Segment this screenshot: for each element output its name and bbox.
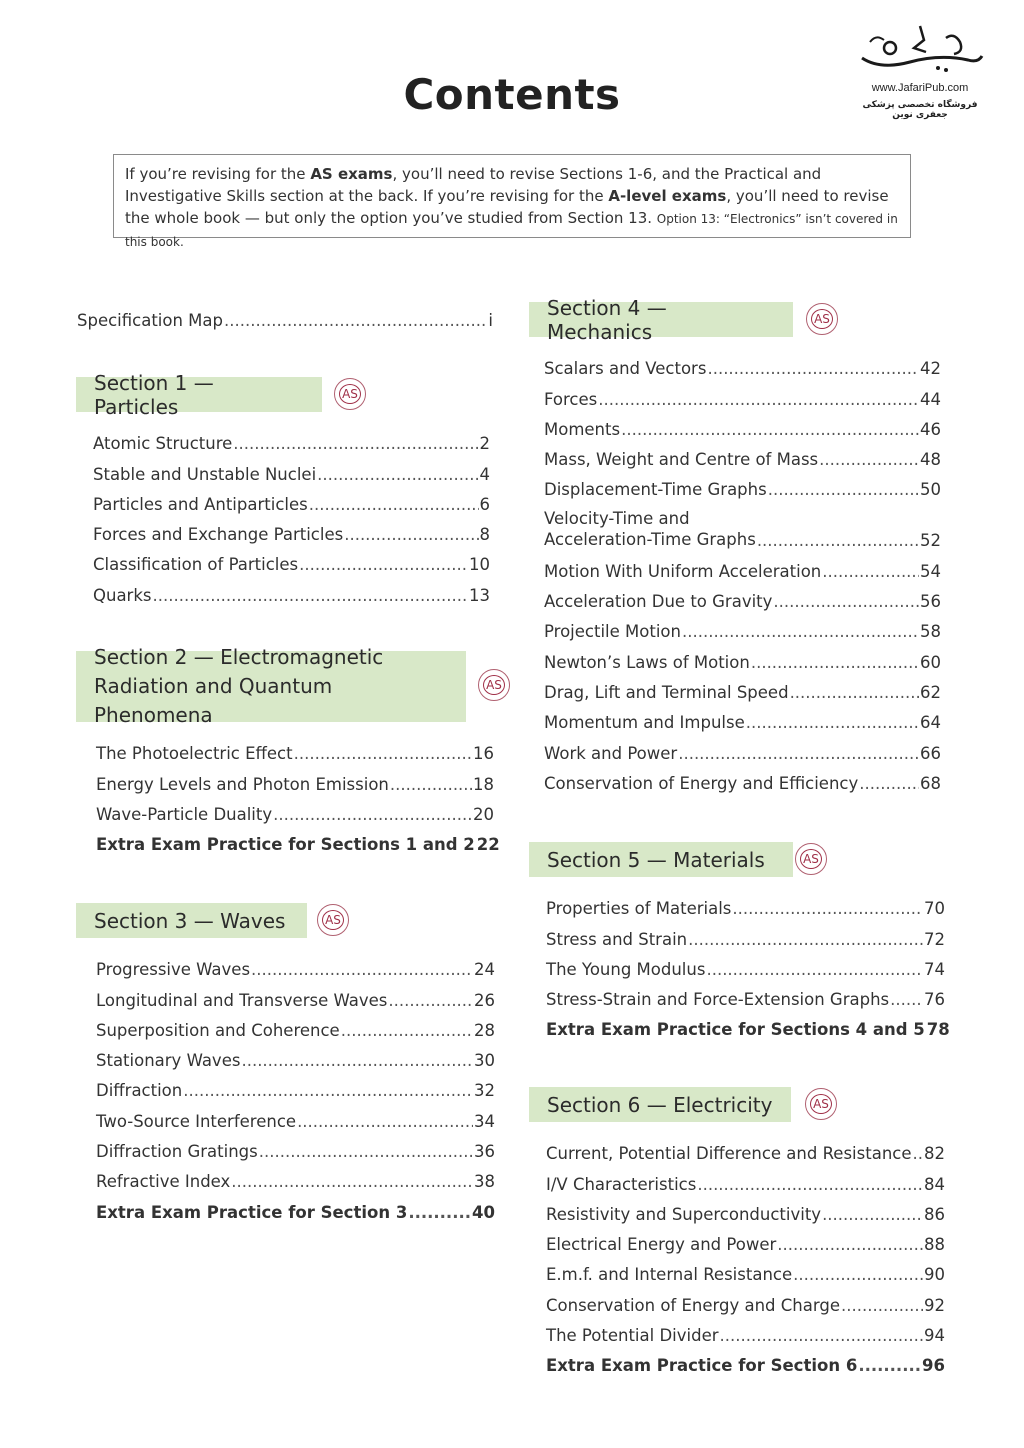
toc-entry[interactable] — [96, 1010, 495, 1040]
entry-page: i — [488, 311, 493, 331]
entry-label: Progressive Waves — [96, 960, 251, 980]
entry-label-line1: Velocity-Time and — [544, 509, 690, 529]
toc-entry[interactable] — [546, 1194, 945, 1224]
section-1-entries — [93, 423, 490, 605]
entry-page: 46 — [920, 419, 941, 439]
entry-label: The Potential Divider — [546, 1326, 719, 1346]
leader-dots — [822, 562, 919, 581]
logo-tagline: فروشگاه تخصصی پزشکی جعفری نوین — [862, 100, 978, 120]
entry-label: Extra Exam Practice for Sections 4 and 5 — [546, 1020, 925, 1040]
entry-label — [544, 508, 756, 550]
toc-entry[interactable] — [546, 1009, 950, 1040]
entry-page: 38 — [474, 1172, 495, 1192]
leader-dots — [309, 495, 479, 514]
entry-label: Classification of Particles — [93, 555, 299, 575]
as-badge-icon: AS — [478, 669, 510, 701]
as-badge-icon: AS — [805, 1088, 837, 1120]
section-5-heading[interactable] — [529, 842, 793, 877]
entry-label: Extra Exam Practice for Section 6 — [546, 1356, 858, 1376]
entry-page: 4 — [479, 464, 490, 484]
section-1 — [76, 370, 358, 419]
toc-entry[interactable] — [546, 1345, 945, 1375]
leader-dots — [819, 450, 919, 469]
entry-page: 2 — [479, 434, 490, 454]
entry-label: E.m.f. and Internal Resistance — [546, 1265, 793, 1285]
toc-entry[interactable] — [546, 918, 945, 948]
entry-label: Acceleration Due to Gravity — [544, 592, 773, 612]
leader-dots — [224, 311, 487, 330]
entry-label: Work and Power — [544, 743, 678, 763]
toc-entry[interactable] — [544, 469, 941, 499]
logo-url: www.JafariPub.com — [871, 82, 969, 94]
entry-page: 48 — [920, 450, 941, 470]
toc-entry[interactable] — [544, 732, 941, 762]
leader-dots — [720, 1326, 923, 1345]
leader-dots — [746, 713, 919, 732]
leader-dots — [299, 555, 468, 574]
leader-dots — [757, 531, 919, 550]
section-6-title: Section 6 — Electricity — [547, 1092, 773, 1117]
leader-dots — [697, 1175, 923, 1194]
entry-page: 42 — [920, 359, 941, 379]
leader-dots — [390, 775, 472, 794]
entry-page: 62 — [920, 682, 941, 702]
entry-label: I/V Characteristics — [546, 1174, 697, 1194]
toc-entry[interactable] — [546, 1315, 945, 1345]
entry-page: 94 — [924, 1326, 945, 1346]
toc-entry[interactable] — [96, 1070, 495, 1100]
entry-label: Resistivity and Superconductivity — [546, 1204, 822, 1224]
entry-label: Current, Potential Difference and Resistance — [546, 1144, 912, 1164]
section-2-title-line2: Radiation and Quantum Phenomena — [94, 674, 333, 727]
entry-page: 32 — [474, 1081, 495, 1101]
leader-dots — [317, 465, 478, 484]
entry-label: Electrical Energy and Power — [546, 1235, 777, 1255]
entry-page: 86 — [924, 1204, 945, 1224]
entry-label: Stress and Strain — [546, 929, 688, 949]
section-5-title: Section 5 — Materials — [547, 847, 765, 872]
entry-page: 22 — [476, 835, 500, 855]
toc-entry[interactable] — [544, 763, 941, 793]
entry-page: 72 — [924, 929, 945, 949]
entry-page: 64 — [920, 713, 941, 733]
toc-entry[interactable] — [544, 439, 941, 469]
entry-page: 84 — [924, 1174, 945, 1194]
section-3 — [76, 903, 341, 938]
leader-dots — [913, 1144, 924, 1163]
toc-entry[interactable] — [96, 824, 500, 855]
entry-page: 10 — [469, 555, 490, 575]
entry-label: Energy Levels and Photon Emission — [96, 774, 389, 794]
toc-entry[interactable] — [546, 888, 945, 918]
leader-dots — [706, 960, 923, 979]
entry-page: 74 — [924, 959, 945, 979]
intro-box — [113, 154, 911, 249]
as-badge-icon: AS — [317, 904, 349, 936]
toc-entry[interactable] — [544, 611, 941, 641]
toc-entry[interactable] — [93, 574, 490, 604]
leader-dots — [341, 1021, 473, 1040]
leader-dots — [732, 899, 923, 918]
entry-page: 70 — [924, 899, 945, 919]
leader-dots — [183, 1081, 473, 1100]
section-4-title: Section 4 — Mechanics — [547, 295, 667, 344]
as-badge-icon: AS — [806, 303, 838, 335]
leader-dots — [688, 930, 923, 949]
toc-entry[interactable] — [96, 794, 494, 824]
toc-entry[interactable] — [96, 1191, 495, 1221]
section-1-heading[interactable] — [76, 370, 322, 419]
section-3-heading[interactable] — [76, 903, 307, 938]
toc-entry[interactable] — [546, 1163, 945, 1193]
entry-label: Drag, Lift and Terminal Speed — [544, 682, 789, 702]
leader-dots — [777, 1235, 923, 1254]
entry-label: Scalars and Vectors — [544, 359, 707, 379]
entry-page: 18 — [473, 774, 494, 794]
entry-page: 36 — [474, 1142, 495, 1162]
entry-page: 60 — [920, 652, 941, 672]
leader-dots — [751, 653, 919, 672]
entry-label: Newton’s Laws of Motion — [544, 652, 750, 672]
toc-entry[interactable] — [93, 544, 490, 574]
leader-dots — [793, 1265, 923, 1284]
leader-dots — [297, 1112, 473, 1131]
entry-page: 50 — [920, 480, 941, 500]
entry-page: 34 — [474, 1111, 495, 1131]
entry-label: Properties of Materials — [546, 899, 732, 919]
entry-label-line2: Acceleration-Time Graphs — [544, 530, 756, 550]
as-badge-icon: AS — [334, 378, 366, 410]
entry-label: Forces and Exchange Particles — [93, 525, 344, 545]
leader-dots — [241, 1051, 473, 1070]
toc-entry[interactable] — [544, 378, 941, 408]
leader-dots — [841, 1296, 923, 1315]
spec-map-entry[interactable] — [77, 300, 493, 330]
toc-entry[interactable] — [96, 763, 494, 793]
leader-dots — [233, 434, 478, 453]
toc-entry[interactable] — [546, 1254, 945, 1284]
leader-dots — [707, 359, 919, 378]
entry-label: Diffraction Gratings — [96, 1142, 258, 1162]
entry-page: 20 — [473, 804, 494, 824]
section-2-heading[interactable] — [76, 645, 466, 727]
toc-entry[interactable] — [546, 949, 945, 979]
as-badge-icon: AS — [795, 843, 827, 875]
entry-label: Stable and Unstable Nuclei — [93, 464, 317, 484]
entry-page: 68 — [920, 773, 941, 793]
leader-dots — [768, 480, 919, 499]
leader-dots — [621, 420, 919, 439]
toc-entry[interactable] — [544, 702, 941, 732]
leader-dots — [773, 592, 919, 611]
toc-entry[interactable] — [546, 1284, 945, 1314]
toc-entry[interactable] — [544, 409, 941, 439]
entry-label: Extra Exam Practice for Section 3 — [96, 1202, 408, 1222]
intro-note: Option 13: “Electronics” isn’t covered in this book. — [125, 212, 898, 249]
leader-dots — [790, 683, 919, 702]
leader-dots — [294, 744, 472, 763]
section-6 — [529, 1087, 829, 1122]
toc-entry[interactable] — [96, 979, 495, 1009]
entry-label: Momentum and Impulse — [544, 713, 745, 733]
entry-label: Motion With Uniform Acceleration — [544, 561, 822, 581]
leader-dots — [890, 990, 923, 1009]
entry-page: 44 — [920, 389, 941, 409]
toc-entry[interactable] — [96, 1131, 495, 1161]
leader-dots — [682, 622, 919, 641]
leader-dots — [251, 960, 473, 979]
toc-entry[interactable] — [544, 348, 941, 378]
entry-page: 92 — [924, 1295, 945, 1315]
section-4-entries — [544, 348, 941, 793]
entry-page: 40 — [472, 1202, 495, 1222]
entry-page: 30 — [474, 1051, 495, 1071]
entry-label: Particles and Antiparticles — [93, 494, 308, 514]
toc-entry[interactable] — [96, 949, 495, 979]
toc-entry[interactable] — [546, 1224, 945, 1254]
entry-page: 24 — [474, 960, 495, 980]
entry-label: Atomic Structure — [93, 434, 233, 454]
leader-dots — [598, 390, 919, 409]
entry-label: Mass, Weight and Centre of Mass — [544, 450, 819, 470]
entry-page: 66 — [920, 743, 941, 763]
entry-page: 8 — [479, 525, 490, 545]
leader-dots — [859, 774, 919, 793]
entry-label: Refractive Index — [96, 1172, 231, 1192]
entry-label: Displacement-Time Graphs — [544, 480, 767, 500]
toc-entry[interactable] — [93, 484, 490, 514]
leader-dots — [273, 805, 472, 824]
toc-entry[interactable] — [546, 1133, 945, 1163]
entry-label: Quarks — [93, 585, 152, 605]
leader-dots — [344, 525, 478, 544]
entry-page: 28 — [474, 1020, 495, 1040]
entry-label: Diffraction — [96, 1081, 183, 1101]
entry-page: 58 — [920, 622, 941, 642]
toc-entry[interactable] — [93, 423, 490, 453]
leader-dots — [822, 1205, 923, 1224]
section-4 — [529, 295, 830, 344]
entry-page: 13 — [469, 585, 490, 605]
section-3-title: Section 3 — Waves — [94, 908, 286, 933]
entry-label: Projectile Motion — [544, 622, 681, 642]
section-5 — [529, 842, 819, 877]
toc-entry[interactable] — [96, 1100, 495, 1130]
section-2-title-line1: Section 2 — Electromagnetic — [94, 645, 384, 669]
entry-label: Extra Exam Practice for Sections 1 and 2 — [96, 835, 475, 855]
section-3-entries — [96, 949, 495, 1222]
intro-as-exams: AS exams — [310, 165, 393, 183]
toc-entry[interactable] — [544, 641, 941, 671]
leader-dots — [858, 1356, 921, 1375]
entry-label: The Young Modulus — [546, 959, 706, 979]
toc-entry[interactable] — [93, 453, 490, 483]
toc-entry[interactable] — [544, 672, 941, 702]
entry-label: Specification Map — [77, 311, 224, 331]
entry-page: 6 — [479, 494, 490, 514]
section-1-title: Section 1 — Particles — [94, 370, 214, 419]
leader-dots — [678, 744, 919, 763]
entry-page: 78 — [926, 1020, 950, 1040]
section-6-entries — [546, 1133, 945, 1375]
leader-dots — [388, 991, 473, 1010]
toc-entry[interactable] — [93, 514, 490, 544]
toc-entry[interactable] — [96, 1040, 495, 1070]
toc-entry[interactable] — [96, 733, 494, 763]
section-5-entries — [546, 888, 950, 1040]
toc-entry[interactable] — [96, 1161, 495, 1191]
toc-entry[interactable] — [544, 499, 941, 550]
entry-label: Conservation of Energy and Efficiency — [544, 773, 859, 793]
entry-label: Conservation of Energy and Charge — [546, 1295, 840, 1315]
leader-dots — [153, 586, 469, 605]
entry-page: 76 — [924, 990, 945, 1010]
entry-page: 16 — [473, 744, 494, 764]
entry-page: 96 — [922, 1356, 945, 1376]
toc-entry[interactable] — [544, 581, 941, 611]
entry-label: Stationary Waves — [96, 1051, 241, 1071]
toc-entry[interactable] — [546, 979, 945, 1009]
entry-label: Stress-Strain and Force-Extension Graphs — [546, 990, 890, 1010]
entry-page: 82 — [924, 1144, 945, 1164]
intro-text-3: , you’ll need to revise the whole book — but only the option you’ve studied from Section 13. — [125, 187, 889, 227]
entry-label: Moments — [544, 419, 621, 439]
leader-dots — [408, 1203, 471, 1222]
entry-label: Two-Source Interference — [96, 1111, 297, 1131]
entry-page: 52 — [920, 531, 941, 551]
intro-text-2: , you’ll need to revise Sections 1-6, and the Practical and Investigative Skills section at the back. If you’re revising for the — [125, 165, 822, 205]
section-4-heading[interactable] — [529, 295, 793, 344]
entry-page: 54 — [920, 561, 941, 581]
entry-page: 26 — [474, 990, 495, 1010]
entry-page: 90 — [924, 1265, 945, 1285]
section-2-entries — [96, 733, 500, 855]
leader-dots — [231, 1172, 473, 1191]
leader-dots — [259, 1142, 473, 1161]
intro-text-1: If you’re revising for the — [125, 165, 311, 183]
entry-label: Wave-Particle Duality — [96, 804, 273, 824]
entry-page: 56 — [920, 592, 941, 612]
entry-label: The Photoelectric Effect — [96, 744, 293, 764]
entry-label: Superposition and Coherence — [96, 1020, 340, 1040]
entry-label: Longitudinal and Transverse Waves — [96, 990, 388, 1010]
section-6-heading[interactable] — [529, 1087, 791, 1122]
toc-entry[interactable] — [544, 550, 941, 580]
section-2 — [76, 645, 502, 727]
intro-alevel-exams: A-level exams — [608, 187, 727, 205]
page-title: Contents — [403, 70, 621, 119]
entry-page: 88 — [924, 1235, 945, 1255]
entry-label: Forces — [544, 389, 598, 409]
